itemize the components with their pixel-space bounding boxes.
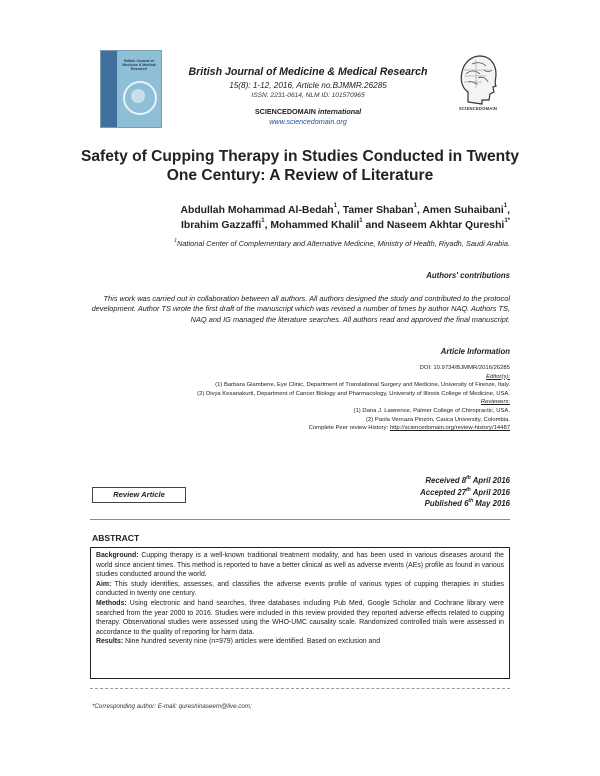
contributions-heading: Authors' contributions [426,271,510,280]
abstract-section-text: Cupping therapy is a well-known traditional treatment modality, and has been used in various diseases around the world since ancient times. This method is reported to have a better clinical as well as adverse events (AEs) profile as found in various studies conducted around the world. [96,552,504,579]
reviewers-label: Reviewers: [480,399,510,406]
author-affiliation-marker: 1 [503,203,508,209]
published-date [320,498,510,510]
cover-graphic-center [131,89,145,103]
journal-cover-image [100,50,162,128]
date-label: Received 8 [425,476,467,485]
abstract-content [91,548,509,647]
author-separator: , [507,205,510,216]
date-label: Accepted 27 [420,487,467,497]
publisher-label: SCIENCEDOMAIN [254,107,316,116]
affiliation-text: National Center of Complementary and Alternative Medicine, Ministry of Health, Riyadh, Saudi Arabia. [176,239,510,248]
publisher-name [178,107,438,116]
abstract-section-label: Background: [96,552,139,559]
editor-entry: (2) Divya Kesanakurti, Department of Cancer Biology and Pharmacology, University of Illinois College of Medicine, USA. [197,390,510,397]
accepted-date [320,487,510,499]
author-name: Amen Suhaibani [422,205,504,216]
abstract-heading: ABSTRACT [92,533,140,543]
abstract-section-text: This study identifies, assesses, and classifies the adverse events profile of various types of cupping therapies in studies conducted in twenty one century. [96,580,504,598]
abstract-aim [96,580,504,599]
journal-title: British Journal of Medicine & Medical Research [188,66,428,78]
date-rest: April 2016 [470,476,510,485]
cover-title: British Journal of Medicine & Medical Research [122,59,156,72]
abstract-section-label: Methods: [96,599,127,607]
received-date [320,475,510,487]
author-affiliation-marker: 1 [261,218,265,224]
date-ordinal: th [466,486,471,493]
abstract-background [96,551,504,580]
author-line-2 [90,218,510,233]
article-info-heading: Article Information [440,347,510,356]
abstract-methods [96,599,504,637]
author-separator: and [362,220,387,231]
footnote-divider [90,688,510,689]
abstract-results [96,637,504,647]
publisher-logo-text: SCIENCEDOMAIN [458,106,498,111]
abstract-section-text: Using electronic and hand searches, three databases including Pub Med, Google Scholar and Cochrane library were searched from the year 2000 to 2016. Studies were included in this review provided they reported adverse effects related to cupping therapy. Observational studies were assessed using the WHO-UMC causality scale. Randomized controlled trials were assessed in accordance to the quality of reporting for harm data. [96,599,504,636]
abstract-section-text: Nine hundred seventy nine (n=979) articles were identified. Based on exclusion and [123,638,381,646]
article-title: Safety of Cupping Therapy in Studies Conducted in Twenty One Century: A Review of Literature [80,148,520,184]
peer-review-prefix: Complete Peer review History: [308,425,390,432]
author-affiliation-marker: 1 [413,203,417,209]
author-name: Ibrahim Gazzaffi [180,220,262,231]
date-rest: May 2016 [473,499,510,509]
author-affiliation-marker: 1 [359,218,363,224]
abstract-box [90,547,510,679]
publisher-head-logo-icon [456,52,500,106]
publisher-website-link[interactable]: www.sciencedomain.org [269,117,347,126]
editors-label: Editor(s): [486,373,510,380]
article-dates [320,475,510,510]
contributions-text: This work was carried out in collaboration between all authors. All authors designed the study and contributed to the protocol development. Author TS wrote the first draft of the manuscript which was revised a number of times by author NAQ. Authors TS, NAQ and IG managed the literature searches. All authors read and approved the final manuscript. [91,294,510,324]
author-list [90,203,510,233]
article-type-badge: Review Article [92,487,186,503]
reviewer-entry: (1) Dana J. Lawrence, Palmer College of Chiropractic, USA. [353,407,510,414]
peer-review-history-link[interactable]: http://sciencedomain.org/review-history/14487 [389,425,510,432]
date-ordinal: th [468,498,474,505]
author-name: Mohammed Khalil [270,220,360,231]
reviewer-entry: (2) Paola Vernaza Pinzón, Cauca University, Colombia. [366,416,510,423]
abstract-section-label: Results: [96,638,124,646]
publisher-suffix: international [317,107,362,116]
author-line-1 [90,203,510,218]
author-name: Naseem Akhtar Qureshi [386,220,505,231]
author-affiliation-marker: 1* [504,218,510,224]
date-ordinal: th [466,475,471,481]
author-name: Abdullah Mohammad Al-Bedah [180,205,334,216]
author-affiliation-marker: 1 [333,203,337,209]
date-rest: April 2016 [470,487,510,497]
author-name: Tamer Shaban [342,205,414,216]
abstract-section-label: Aim: [96,580,112,588]
author-separator: , [264,220,271,231]
cover-band [101,51,117,127]
peer-review-history [90,424,510,433]
doi: DOI: 10.9734/BJMMR/2016/26285 [419,365,510,371]
corresponding-author: *Corresponding author: E-mail: qureshinaseem@live.com; [92,703,252,710]
affiliation-marker: 1 [174,238,177,244]
author-separator: , [337,205,343,216]
author-affiliation [90,238,510,249]
editor-entry: (1) Barbara Giambene, Eye Clinic, Department of Translational Surgery and Medicine, University of Firenze, Italy. [215,382,510,389]
date-label: Published 6 [424,499,469,509]
section-divider [90,519,510,520]
article-info-block [90,364,510,433]
volume-info: 15(8): 1-12, 2016, Article no.BJMMR.26285 [229,81,387,90]
author-separator: , [416,205,423,216]
issn-info: ISSN: 2231-0614, NLM ID: 101570965 [251,92,365,99]
